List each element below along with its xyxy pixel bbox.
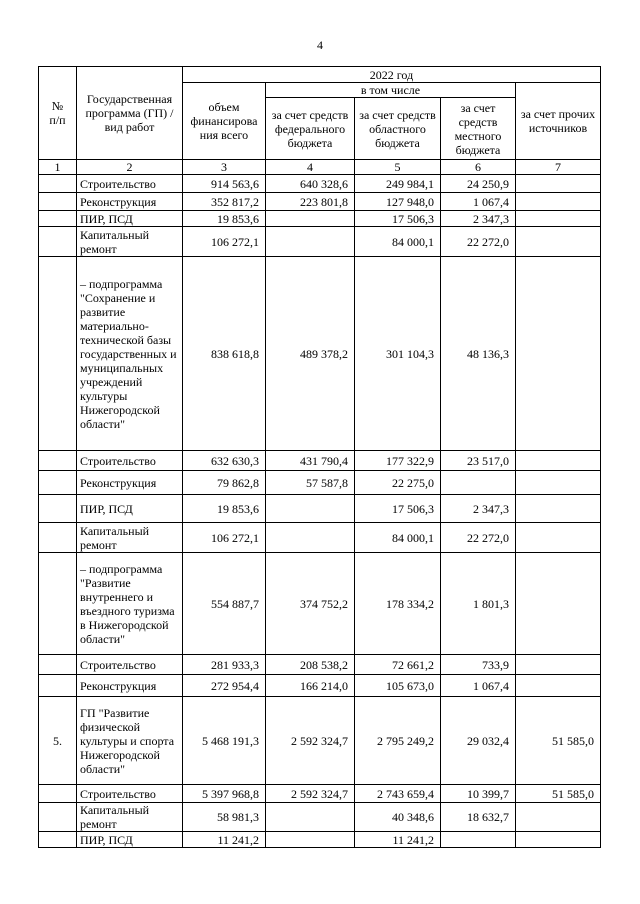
row-local: 1 801,3 xyxy=(441,553,516,655)
row-name: ПИР, ПСД xyxy=(77,832,183,848)
row-federal: 2 592 324,7 xyxy=(266,785,355,803)
table-row xyxy=(39,675,601,697)
row-other xyxy=(516,211,601,227)
row-regional: 2 795 249,2 xyxy=(355,697,441,785)
row-regional: 2 743 659,4 xyxy=(355,785,441,803)
header-program: Государственная программа (ГП) / вид работ xyxy=(77,67,183,160)
row-name: Строительство xyxy=(77,655,183,675)
row-regional: 105 673,0 xyxy=(355,675,441,697)
row-number xyxy=(39,211,77,227)
row-other xyxy=(516,832,601,848)
row-number xyxy=(39,832,77,848)
header-incl: в том числе xyxy=(266,83,516,98)
row-name: Капитальный ремонт xyxy=(77,227,183,257)
row-regional: 127 948,0 xyxy=(355,193,441,211)
row-local xyxy=(441,471,516,495)
table-row xyxy=(39,832,601,848)
index-cell: 6 xyxy=(441,160,516,175)
table-row xyxy=(39,495,601,523)
header-total: объем финансирова ния всего xyxy=(183,83,266,160)
row-federal: 166 214,0 xyxy=(266,675,355,697)
table-row xyxy=(39,523,601,553)
row-federal xyxy=(266,523,355,553)
row-name: Реконструкция xyxy=(77,471,183,495)
row-local: 1 067,4 xyxy=(441,193,516,211)
table-row xyxy=(39,257,601,451)
row-total: 106 272,1 xyxy=(183,523,266,553)
row-federal: 208 538,2 xyxy=(266,655,355,675)
row-number: 5. xyxy=(39,697,77,785)
row-local: 29 032,4 xyxy=(441,697,516,785)
row-number xyxy=(39,803,77,832)
financing-table xyxy=(38,66,601,848)
table-row xyxy=(39,193,601,211)
header-other: за счет прочих источников xyxy=(516,83,601,160)
row-other xyxy=(516,451,601,471)
row-number xyxy=(39,655,77,675)
row-name: Реконструкция xyxy=(77,675,183,697)
row-local: 18 632,7 xyxy=(441,803,516,832)
row-regional: 40 348,6 xyxy=(355,803,441,832)
row-total: 554 887,7 xyxy=(183,553,266,655)
row-other xyxy=(516,553,601,655)
row-total: 632 630,3 xyxy=(183,451,266,471)
row-federal xyxy=(266,803,355,832)
row-other xyxy=(516,523,601,553)
table-row xyxy=(39,175,601,193)
row-federal xyxy=(266,495,355,523)
row-local: 2 347,3 xyxy=(441,495,516,523)
row-federal: 489 378,2 xyxy=(266,257,355,451)
row-federal: 2 592 324,7 xyxy=(266,697,355,785)
row-total: 914 563,6 xyxy=(183,175,266,193)
row-federal xyxy=(266,211,355,227)
row-regional: 84 000,1 xyxy=(355,227,441,257)
row-local: 22 272,0 xyxy=(441,227,516,257)
row-federal: 223 801,8 xyxy=(266,193,355,211)
table-row xyxy=(39,655,601,675)
row-name: Строительство xyxy=(77,785,183,803)
table-row xyxy=(39,451,601,471)
row-number xyxy=(39,495,77,523)
index-cell: 2 xyxy=(77,160,183,175)
row-regional: 178 334,2 xyxy=(355,553,441,655)
row-federal xyxy=(266,227,355,257)
row-other xyxy=(516,257,601,451)
table-row xyxy=(39,227,601,257)
row-number xyxy=(39,227,77,257)
row-number xyxy=(39,193,77,211)
table-row xyxy=(39,471,601,495)
row-total: 11 241,2 xyxy=(183,832,266,848)
index-cell: 1 xyxy=(39,160,77,175)
row-number xyxy=(39,785,77,803)
row-total: 58 981,3 xyxy=(183,803,266,832)
row-number xyxy=(39,451,77,471)
header-year: 2022 год xyxy=(183,67,601,83)
row-number xyxy=(39,675,77,697)
row-number xyxy=(39,257,77,451)
row-local: 24 250,9 xyxy=(441,175,516,193)
row-local: 10 399,7 xyxy=(441,785,516,803)
index-cell: 3 xyxy=(183,160,266,175)
row-local: 23 517,0 xyxy=(441,451,516,471)
row-name: Реконструкция xyxy=(77,193,183,211)
row-total: 352 817,2 xyxy=(183,193,266,211)
index-cell: 7 xyxy=(516,160,601,175)
row-total: 19 853,6 xyxy=(183,495,266,523)
row-local: 733,9 xyxy=(441,655,516,675)
row-regional: 22 275,0 xyxy=(355,471,441,495)
row-name: Капитальный ремонт xyxy=(77,803,183,832)
table-row xyxy=(39,211,601,227)
row-other xyxy=(516,193,601,211)
table-row xyxy=(39,785,601,803)
row-other xyxy=(516,655,601,675)
row-total: 5 397 968,8 xyxy=(183,785,266,803)
row-regional: 301 104,3 xyxy=(355,257,441,451)
table-row xyxy=(39,553,601,655)
row-federal: 640 328,6 xyxy=(266,175,355,193)
row-name: – подпрограмма "Сохранение и развитие материально-технической базы государственных и муниципальных учреждений культуры Нижегородской области" xyxy=(77,257,183,451)
row-total: 19 853,6 xyxy=(183,211,266,227)
row-name: ПИР, ПСД xyxy=(77,495,183,523)
row-number xyxy=(39,523,77,553)
row-other xyxy=(516,495,601,523)
page-number: 4 xyxy=(317,38,323,52)
row-total: 5 468 191,3 xyxy=(183,697,266,785)
row-local: 22 272,0 xyxy=(441,523,516,553)
row-number xyxy=(39,471,77,495)
index-cell: 4 xyxy=(266,160,355,175)
row-local: 48 136,3 xyxy=(441,257,516,451)
row-regional: 84 000,1 xyxy=(355,523,441,553)
row-number xyxy=(39,175,77,193)
row-other xyxy=(516,227,601,257)
row-regional: 17 506,3 xyxy=(355,211,441,227)
row-federal xyxy=(266,832,355,848)
header-regional: за счет средств областного бюджета xyxy=(355,98,441,160)
row-number xyxy=(39,553,77,655)
row-name: – подпрограмма "Развитие внутреннего и въездного туризма в Нижегородской области" xyxy=(77,553,183,655)
row-name: Строительство xyxy=(77,175,183,193)
row-regional: 17 506,3 xyxy=(355,495,441,523)
row-regional: 72 661,2 xyxy=(355,655,441,675)
row-total: 281 933,3 xyxy=(183,655,266,675)
row-local: 1 067,4 xyxy=(441,675,516,697)
row-name: Строительство xyxy=(77,451,183,471)
row-total: 838 618,8 xyxy=(183,257,266,451)
row-name: ПИР, ПСД xyxy=(77,211,183,227)
row-total: 106 272,1 xyxy=(183,227,266,257)
row-other: 51 585,0 xyxy=(516,785,601,803)
row-federal: 57 587,8 xyxy=(266,471,355,495)
row-regional: 249 984,1 xyxy=(355,175,441,193)
header-local: за счет средств местного бюджета xyxy=(441,98,516,160)
index-row xyxy=(39,160,601,175)
row-name: Капитальный ремонт xyxy=(77,523,183,553)
header-num: № п/п xyxy=(39,67,77,160)
row-name: ГП "Развитие физической культуры и спорта Нижегородской области" xyxy=(77,697,183,785)
row-federal: 431 790,4 xyxy=(266,451,355,471)
row-local xyxy=(441,832,516,848)
row-other xyxy=(516,471,601,495)
row-local: 2 347,3 xyxy=(441,211,516,227)
row-other: 51 585,0 xyxy=(516,697,601,785)
row-federal: 374 752,2 xyxy=(266,553,355,655)
row-total: 272 954,4 xyxy=(183,675,266,697)
row-total: 79 862,8 xyxy=(183,471,266,495)
row-regional: 177 322,9 xyxy=(355,451,441,471)
index-cell: 5 xyxy=(355,160,441,175)
table-row xyxy=(39,803,601,832)
table-row xyxy=(39,697,601,785)
row-other xyxy=(516,175,601,193)
row-other xyxy=(516,803,601,832)
row-other xyxy=(516,675,601,697)
header-federal: за счет средств федерального бюджета xyxy=(266,98,355,160)
row-regional: 11 241,2 xyxy=(355,832,441,848)
